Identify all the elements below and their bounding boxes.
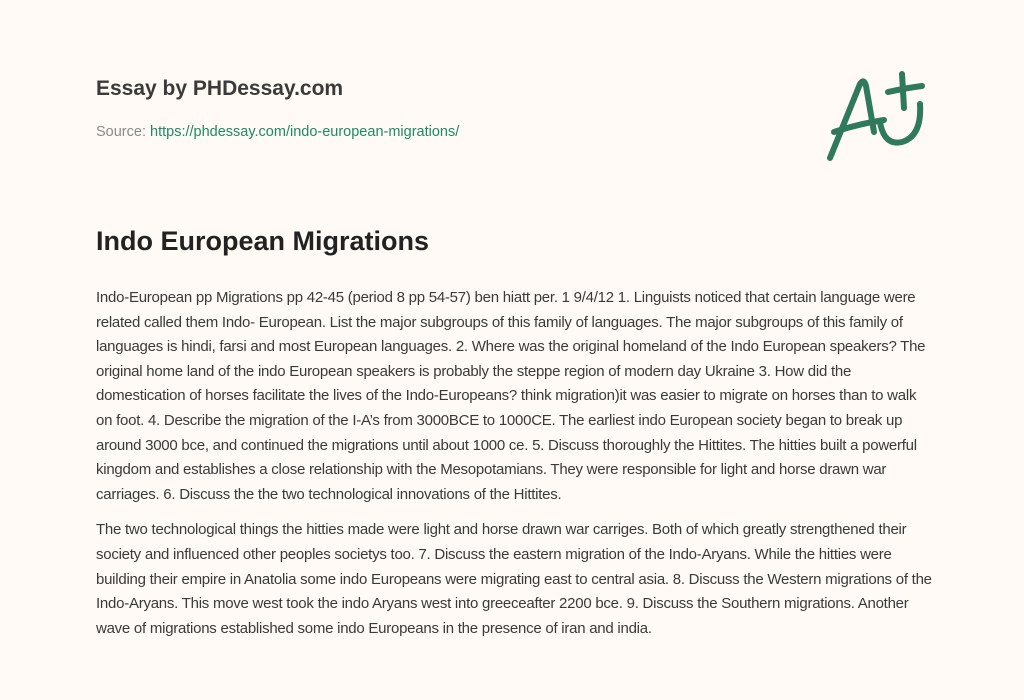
paragraph: Indo-European pp Migrations pp 42-45 (period 8 pp 54-57) ben hiatt per. 1 9/4/12 1. Linguists noticed that certain language were related called them Indo- European. List the major subgroups of this family of languages. The major subgroups of this family of languages is hindi, farsi and most European languages. 2. Where was the original homeland of the Indo European speakers? The original home land of the indo European speakers is probably the steppe region of modern day Ukraine 3. How did the domestication of horses facilitate the lives of the Indo-Europeans? think migration)it was easier to migrate on horses than to walk on foot. 4. Describe the migration of the I-A’s from 3000BCE to 1000CE. The earliest indo European society began to break up around 3000 bce, and continued the migrations until about 1000 ce. 5. Discuss thoroughly the Hittites. The hitties built a powerful kingdom and establishes a close relationship with the Mesopotamians. They were responsible for light and horse drawn war carriages. 6. Discuss the the two technological innovations of the Hittites. [96, 289, 926, 503]
article-title: Indo European Migrations [96, 226, 430, 256]
source-label: Source: [96, 124, 146, 140]
source-link[interactable]: https://phdessay.com/indo-european-migrations/ [150, 124, 460, 140]
article-body [96, 286, 936, 652]
site-brand: Essay by PHDessay.com [96, 77, 344, 100]
paragraph: The two technological things the hitties made were light and horse drawn war carriges. Both of which greatly strengthened their society and influenced other peoples societys too. 7. Discuss the eastern migration of the Indo-Aryans. While the hitties were building their empire in Anatolia some indo Europeans were migrating east to central asia. 8. Discuss the Western migrations of the Indo-Aryans. This move west took the indo Aryans west into greeceafter 2200 bce. 9. Discuss the Southern migrations. Another wave of migrations established some indo Europeans in the presence of iran and india. [96, 521, 932, 637]
source-line [96, 124, 459, 140]
a-plus-logo-icon [818, 62, 938, 172]
